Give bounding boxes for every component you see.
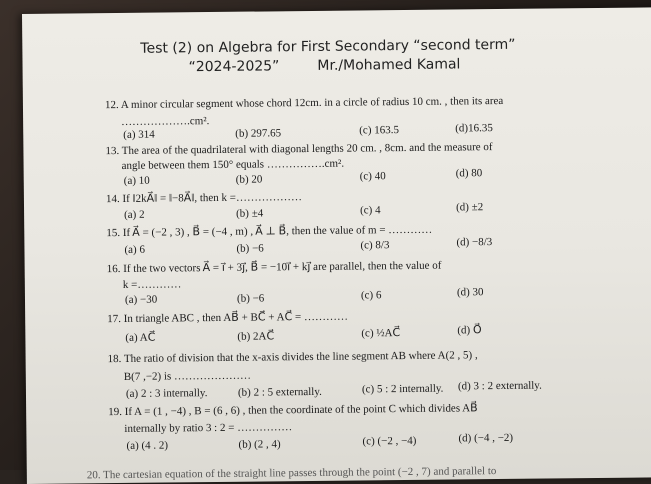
question-text: If the two vectors A⃗ = i⃗ + 3j⃗, B⃗ = −10i⃗ + kj⃗ are parallel, then the value of [123, 259, 442, 275]
option-a: (a) (4 . 2) [126, 439, 169, 452]
question-16-line2: k =………… [122, 278, 182, 291]
option-b: (b) −6 [236, 242, 264, 255]
option-d: (d) 30 [456, 286, 484, 299]
option-b: (b) 2AC⃗ [237, 330, 275, 343]
option-c: (c) ½AC⃗ [361, 327, 401, 340]
question-text: In triangle ABC , then AB⃗ + BC⃗ + AC⃗ = ………… [123, 310, 348, 325]
question-12-line2: ……………….cm². [121, 115, 210, 128]
option-c: (c) 8/3 [360, 239, 390, 252]
option-d: (d) 80 [455, 167, 483, 180]
question-20-partial: 20. The cartesian equation of the straight line passes through the point (−2 , 7) and parallel to [86, 465, 497, 482]
question-14 [106, 191, 302, 206]
option-b: (b) 2 : 5 externally. [237, 385, 322, 399]
exam-year: “2024-2025” [188, 58, 280, 76]
question-number: 13. [105, 144, 120, 158]
question-18 [108, 349, 478, 366]
question-13-line2: angle between them 150° equals …………….cm². [121, 157, 345, 172]
question-13 [105, 141, 492, 158]
option-d: (d) −8/3 [456, 236, 493, 249]
question-17 [107, 311, 348, 327]
option-c: (c) (−2 , −4) [362, 434, 417, 448]
option-b: (b) ±4 [236, 207, 264, 220]
option-b: (b) (2 , 4) [238, 438, 281, 451]
exam-paper [22, 7, 651, 484]
option-a: (a) −30 [124, 293, 158, 306]
question-number: 18. [107, 352, 122, 366]
question-number: 16. [106, 262, 121, 276]
question-text: If A⃗ = (−2 , 3) , B⃗ = (−4 , m) , A⃗ ⊥ B⃗, then the value of m = ………… [122, 223, 433, 239]
question-number: 15. [106, 226, 121, 240]
question-text: A minor circular segment whose chord 12cm. in a circle of radius 10 cm. , then its area [120, 94, 504, 111]
question-number: 19. [108, 405, 122, 419]
option-b: (b) 20 [235, 173, 263, 186]
option-c: (c) 4 [360, 204, 381, 217]
option-d: (d) ±2 [455, 201, 484, 214]
question-19-line2: internally by ratio 3 : 2 = …………… [124, 421, 293, 435]
question-text: If A = (1 , −4) , B = (6 , 6) , then the coordinate of the point C which divides AB⃗ [124, 402, 478, 418]
option-c: (c) 163.5 [359, 124, 400, 137]
option-c: (c) 40 [359, 170, 386, 183]
question-12 [105, 95, 503, 112]
exam-title: Test (2) on Algebra for First Secondary “second term” [140, 36, 516, 57]
exam-subtitle [188, 56, 460, 75]
option-c: (c) 5 : 2 internally. [361, 382, 444, 396]
question-18-line2: B(7 ,−2) is ………………… [123, 369, 252, 383]
question-text: If ‖2kA⃗‖ = ‖−8A⃗‖, then k =……………… [122, 191, 303, 205]
question-number: 14. [105, 192, 120, 206]
option-c: (c) 6 [360, 289, 382, 302]
option-a: (a) 2 : 3 internally. [125, 387, 208, 400]
option-a: (a) 10 [123, 174, 150, 187]
question-number: 12. [104, 98, 119, 112]
option-a: (a) 6 [124, 243, 146, 256]
question-16 [107, 260, 442, 277]
option-a: (a) 2 [124, 208, 145, 221]
question-15 [106, 224, 432, 240]
option-d: (d) 3 : 2 externally. [457, 379, 542, 393]
option-b: (b) −6 [236, 292, 265, 305]
option-a: (a) 314 [123, 128, 155, 141]
option-b: (b) 297.65 [235, 127, 282, 140]
option-d: (d) (−4 , −2) [458, 431, 514, 445]
question-text: The area of the quadrilateral with diagonal lengths 20 cm. , 8cm. and the measure of [121, 141, 493, 157]
option-a: (a) AC⃗ [125, 331, 156, 344]
teacher-name: Mr./Mohamed Kamal [317, 56, 461, 74]
question-19 [108, 402, 478, 419]
question-number: 17. [107, 312, 122, 326]
option-d: (d)16.35 [455, 122, 493, 135]
option-d: (d) O⃗ [457, 324, 482, 337]
question-text: The ratio of division that the x-axis divides the line segment AB where A(2 , 5) , [123, 349, 478, 365]
